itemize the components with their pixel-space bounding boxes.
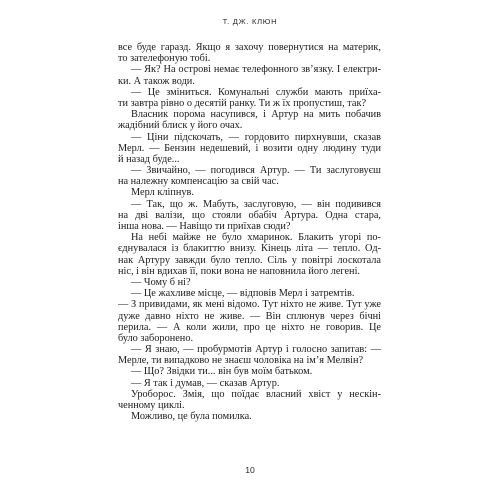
- text-line: єднувалася із блакиттю внизу. Кінець літа — тепло. Од-: [118, 243, 381, 255]
- text-line: Уроборос. Змія, що поїдає власний хвіст у нескін-: [131, 388, 381, 400]
- text-line: — Ціни підскочать, — гордовито пирхнувши, сказав: [131, 131, 381, 143]
- text-line: на належну компенсацію за свій час.: [118, 176, 279, 188]
- paragraph: [118, 187, 381, 198]
- paragraph: [118, 109, 381, 131]
- text-line: — Це жахливе місце, — відповів Мерл і затремтів.: [131, 288, 355, 300]
- text-line: Мерл. — Бензин недешевий, і возити одну людину туди: [118, 142, 381, 154]
- text-line: то зателефоную тобі.: [118, 53, 211, 65]
- text-line: жадібний блиск у його очах.: [118, 120, 243, 132]
- paragraph: [118, 132, 381, 166]
- page-number: 10: [245, 465, 255, 475]
- paragraph: [118, 277, 381, 288]
- paragraph: [118, 87, 381, 109]
- text-line: — Так, що ж. Мабуть, заслуговую, — він подивився: [131, 198, 381, 210]
- text-line: все буде гаразд. Якщо я захочу повернутися на материк,: [118, 42, 381, 53]
- paragraph: [118, 288, 381, 299]
- paragraph: [118, 411, 381, 422]
- text-line: — Це зміниться. Комунальні служби мають приїха-: [131, 86, 381, 98]
- text-line: Мерл кліпнув.: [131, 187, 194, 199]
- running-head: Т. ДЖ. КЛЮН: [222, 17, 278, 26]
- text-line: — Чому б ні?: [131, 276, 191, 288]
- paragraph: [118, 366, 381, 377]
- text-line: — Я знаю, — пробурмотів Артур і голосно запитав: —: [131, 344, 381, 356]
- text-line: На небі майже не було хмаринок. Блакить угорі по-: [131, 232, 381, 244]
- text-line: Власник порома насупився, і Артур на мить побачив: [131, 109, 381, 121]
- paragraph: [118, 389, 381, 411]
- paragraph: [118, 64, 381, 86]
- text-line: нак Артуру завжди було тепло. Сіль у повітрі лоскотала: [118, 254, 381, 266]
- text-line: на дві валізи, що стояли обабіч Артура. Одна стара,: [118, 209, 381, 221]
- text-line: перила. — А коли жили, про це ніхто не говорив. Це: [118, 321, 381, 333]
- text-line: було заборонено.: [118, 332, 194, 344]
- text-line: інша нова. — Навіщо ти приїхав сюди?: [118, 221, 291, 232]
- text-line: — Як? На острові немає телефонного зв’язку. І електри-: [131, 64, 381, 76]
- paragraph: [118, 344, 381, 366]
- text-line: — Звичайно, — погодився Артур. — Ти заслуговуєш: [131, 165, 381, 177]
- text-line: — Я так і думав, — сказав Артур.: [131, 377, 280, 389]
- paragraph: [118, 232, 381, 277]
- text-line: — З привидами, як мені відомо. Тут ніхто не живе. Тут уже: [118, 299, 381, 311]
- text-line: ки. А також води.: [118, 75, 195, 87]
- body-text: [118, 42, 381, 422]
- text-line: дуже давно ніхто не живе. — Він сплюнув через бічні: [118, 310, 381, 322]
- text-line: ти завтра рівно о десятій ранку. Ти ж їх пропустиш, так?: [118, 97, 367, 109]
- paragraph: [118, 42, 381, 64]
- text-line: Мерле, ти випадково не знаєш чоловіка на ім’я Мелвін?: [118, 355, 364, 367]
- paragraph: [118, 378, 381, 389]
- text-line: — Що? Звідки ти... він був моїм батьком.: [131, 366, 313, 378]
- text-line: ченному циклі.: [118, 400, 185, 411]
- paragraph: [118, 165, 381, 187]
- paragraph: [118, 299, 381, 344]
- text-line: й назад буде...: [118, 153, 180, 165]
- paragraph: [118, 199, 381, 233]
- text-line: Можливо, це була помилка.: [131, 411, 252, 423]
- text-line: ніс, і він вдихав її, поки вона не наповнила його легені.: [118, 265, 361, 277]
